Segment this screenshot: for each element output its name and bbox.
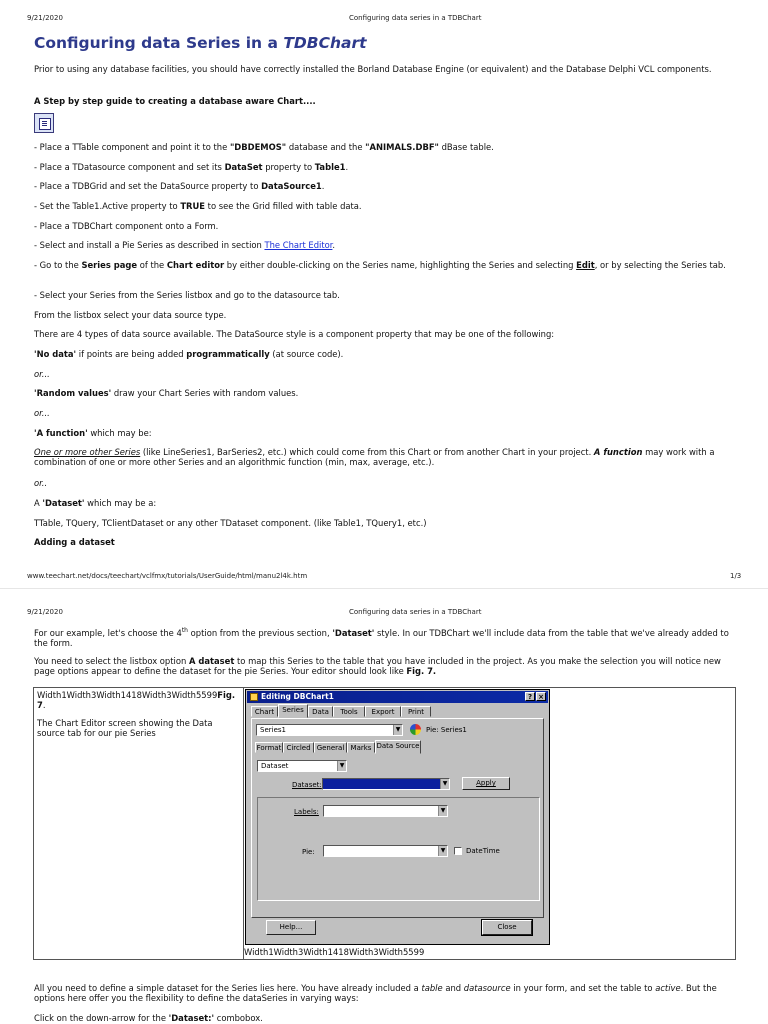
or-text-3: or.. xyxy=(34,478,48,488)
page1-footer-url: www.teechart.net/docs/teechart/vclfmx/tutorials/UserGuide/html/manu2l4k.htm xyxy=(27,572,308,580)
dialog-title: Editing DBChart1 xyxy=(261,692,334,701)
page2-header-date: 9/21/2020 xyxy=(27,608,63,616)
sub-tabs xyxy=(255,742,540,754)
random-values-item: 'Random values' draw your Chart Series with random values. xyxy=(34,388,299,398)
page1-footer-page: 1/3 xyxy=(730,572,742,580)
series-panel xyxy=(251,718,544,918)
series-name-label: Pie: Series1 xyxy=(426,726,467,734)
subtab-format[interactable]: Format xyxy=(256,744,282,752)
chevron-down-icon[interactable]: ▼ xyxy=(393,725,402,735)
click-dropdown-paragraph: Click on the down-arrow for the 'Dataset:' combobox. xyxy=(34,1013,263,1023)
intro-paragraph: Prior to using any database facilities, you should have correctly installed the Borland Database Engine (or equivalent) and the Database Delphi VCL components. xyxy=(34,64,712,74)
apply-button[interactable]: Apply xyxy=(462,777,510,790)
dialog-titlebar xyxy=(247,691,548,703)
tab-tools[interactable]: Tools xyxy=(333,706,365,717)
step-4: - Set the Table1.Active property to TRUE to see the Grid filled with table data. xyxy=(34,201,362,211)
series-select[interactable]: Series1 ▼ xyxy=(256,724,403,736)
page1-header-date: 9/21/2020 xyxy=(27,14,63,22)
function-item: 'A function' which may be: xyxy=(34,428,152,438)
pie-select[interactable] xyxy=(323,845,448,857)
chevron-down-icon[interactable]: ▼ xyxy=(337,761,346,771)
dataset-label: Dataset: xyxy=(292,781,322,789)
tab-series[interactable]: Series xyxy=(278,704,308,718)
step-2: - Place a TDatasource component and set its DataSet property to Table1. xyxy=(34,162,349,172)
select-listbox-paragraph: You need to select the listbox option A dataset to map this Series to the table that you have included in the project. As you make the selection you will notice new page options appear to define the dataset for the pie Series. Your editor should look like Fig. 7. xyxy=(34,656,721,676)
types-paragraph: There are 4 types of data source available. The DataSource style is a component property that may be one of the following: xyxy=(34,329,555,339)
tab-print[interactable]: Print xyxy=(401,706,431,717)
or-text-1: or... xyxy=(34,369,50,379)
chart-editor-link[interactable]: The Chart Editor xyxy=(264,240,333,250)
labels-label: Labels: xyxy=(294,808,319,816)
figure-description: The Chart Editor screen showing the Data source tab for our pie Series xyxy=(37,718,213,738)
figure-width-text: Width1Width3Width1418Width3Width5599Fig. 7. xyxy=(37,690,236,710)
datetime-label: DateTime xyxy=(466,847,500,855)
page1-header-title: Configuring data series in a TDBChart xyxy=(349,14,482,22)
step-6: - Select and install a Pie Series as described in section The Chart Editor. xyxy=(34,240,336,250)
subtab-data-source[interactable]: Data Source xyxy=(375,740,421,754)
chevron-down-icon[interactable]: ▼ xyxy=(438,806,447,816)
dataset-list: TTable, TQuery, TClientDataset or any other TDataset component. (like Table1, TQuery1, etc.) xyxy=(34,518,427,528)
page-divider xyxy=(0,588,768,589)
step-5: - Place a TDBChart component onto a Form. xyxy=(34,221,219,231)
other-series-item: One or more other Series (like LineSeries1, BarSeries2, etc.) which could come from this Chart or from another Chart in your project. A function may work with a combination of one or more other Series and an algorithmic function (min, max, average, etc.). xyxy=(34,447,715,467)
adding-dataset-heading: Adding a dataset xyxy=(34,537,115,547)
dataset-item: A 'Dataset' which may be a: xyxy=(34,498,157,508)
guide-heading: A Step by step guide to creating a database aware Chart.... xyxy=(34,96,316,106)
or-text-2: or... xyxy=(34,408,50,418)
help-title-button[interactable]: ? xyxy=(525,692,535,701)
step-3: - Place a TDBGrid and set the DataSource property to DataSource1. xyxy=(34,181,325,191)
subtab-general[interactable]: General xyxy=(314,742,347,753)
tab-export[interactable]: Export xyxy=(365,706,401,717)
datetime-checkbox[interactable] xyxy=(454,847,462,855)
close-title-button[interactable]: × xyxy=(536,692,546,701)
labels-select[interactable] xyxy=(323,805,448,817)
page-title: Configuring data Series in a TDBChart xyxy=(34,34,367,52)
pie-label: Pie: xyxy=(302,848,315,856)
close-button[interactable]: Close xyxy=(482,920,532,935)
figure-description-cell xyxy=(34,688,244,959)
dbchart-icon xyxy=(34,113,54,133)
chevron-down-icon[interactable]: ▼ xyxy=(438,846,447,856)
step-1: - Place a TTable component and point it to the "DBDEMOS" database and the "ANIMALS.DBF" dBase table. xyxy=(34,142,494,152)
figure-caption: Width1Width3Width1418Width3Width5599 xyxy=(244,947,425,957)
editing-dbchart-dialog xyxy=(245,689,550,945)
help-button[interactable]: Help... xyxy=(266,920,316,935)
step-8: - Select your Series from the Series listbox and go to the datasource tab. xyxy=(34,290,340,300)
subtab-marks[interactable]: Marks xyxy=(347,742,375,753)
example-paragraph: For our example, let's choose the 4th option from the previous section, 'Dataset' style. In our TDBChart we'll include data from the table that we've already added to the form. xyxy=(34,627,729,648)
no-data-item: 'No data' if points are being added programmatically (at source code). xyxy=(34,349,344,359)
subtab-circled[interactable]: Circled xyxy=(283,742,314,753)
tab-data[interactable]: Data xyxy=(308,706,333,717)
listbox-paragraph: From the listbox select your data source type. xyxy=(34,310,227,320)
dataset-select[interactable] xyxy=(322,778,450,790)
tab-chart[interactable]: Chart xyxy=(251,706,278,717)
source-type-select[interactable]: Dataset ▼ xyxy=(257,760,347,772)
page2-header-title: Configuring data series in a TDBChart xyxy=(349,608,482,616)
chevron-down-icon[interactable]: ▼ xyxy=(440,779,449,789)
step-7: - Go to the Series page of the Chart editor by either double-clicking on the Series name, highlighting the Series and selecting Edit, or by selecting the Series tab. xyxy=(34,260,726,270)
define-dataset-paragraph: All you need to define a simple dataset for the Series lies here. You have already included a table and datasource in your form, and set the table to active. But the options here offer you the flexibility to define the dataSeries in varying ways: xyxy=(34,983,717,1003)
app-icon xyxy=(250,693,258,701)
dataset-fields-group xyxy=(257,797,540,901)
pie-series-icon xyxy=(410,724,421,735)
